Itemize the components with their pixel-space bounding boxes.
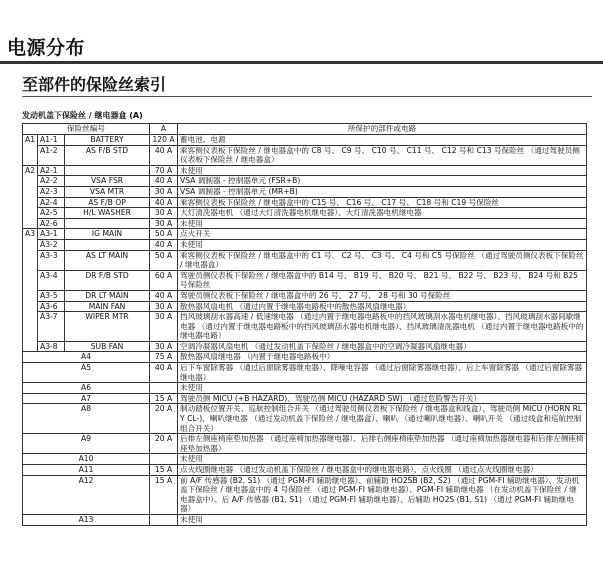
header-circuit: 所保护的部件或电路 [178,124,587,135]
fuse-amperage: 70 A [150,165,178,176]
table-row [23,434,587,454]
fuse-number: A3-4 [38,270,65,290]
fuse-name: SUB FAN [65,341,150,352]
fuse-amperage: 30 A [150,312,178,342]
fuse-amperage: 30 A [150,341,178,352]
table-row [23,352,587,363]
fuse-number: A3-7 [38,312,65,342]
fuse-number: A8 [23,404,150,434]
fuse-number: A7 [23,393,150,404]
fuse-name [65,165,150,176]
fuse-number: A2-1 [38,165,65,176]
fuse-name: H/L WASHER [65,208,150,219]
fuse-number: A3-1 [38,229,65,240]
fuse-number: A3-2 [38,239,65,250]
fuse-number: A10 [23,454,150,465]
protected-circuit: 后排左侧座椅座垫加热器 （通过座椅加热器继电器）、后排右侧座椅座垫加热器 （通过座椅加热器继电器和后排左侧座椅座垫加热器） [178,434,587,454]
fuse-name: AS LT MAIN [65,250,150,270]
fuse-group-id: A2 [23,165,38,229]
protected-circuit: 未使用 [178,239,587,250]
fuse-name: DR LT MAIN [65,290,150,301]
protected-circuit: 未使用 [178,218,587,229]
table-row [23,239,587,250]
protected-circuit: 未使用 [178,165,587,176]
protected-circuit: 未使用 [178,454,587,465]
fuse-number: A5 [23,363,150,383]
fuse-name: AS F/B OP [65,197,150,208]
fuse-amperage: 50 A [150,250,178,270]
fuse-name: IG MAIN [65,229,150,240]
fuse-number: A3-6 [38,301,65,312]
fuse-number: A1-1 [38,135,65,146]
table-row [23,270,587,290]
fuse-number: A2-6 [38,218,65,229]
table-row [23,208,587,219]
fuse-name [65,239,150,250]
title-rule [0,61,603,64]
fuse-number: A4 [23,352,150,363]
fuse-name: BATTERY [65,135,150,146]
fuse-amperage: 50 A [150,229,178,240]
header-fuse-no: 保险丝编号 [23,124,150,135]
protected-circuit: VSA 调制器 - 控制器单元 (FSR+B) [178,176,587,187]
fuse-number: A2-4 [38,197,65,208]
protected-circuit: 散热器风扇继电器 （内置于继电器电路板中） [178,352,587,363]
protected-circuit: 挡风玻璃刮水器高速 / 低速继电器 （通过内置于继电器电路板中的挡风玻璃刮水器电机继电器）、挡风玻璃刮水器间歇继电器 （通过内置于继电器电路板中的挡风玻璃刮水器电机继电器）、挡风玻璃清洗器电机 （通过内置于继电器电路板中的继电器电路） [178,312,587,342]
fuse-name: WIPER MTR [65,312,150,342]
fuse-amperage: 120 A [150,135,178,146]
protected-circuit: 散热器风扇电机 （通过内置于继电器电路板中的散热器风扇继电器） [178,301,587,312]
table-row [23,135,587,146]
fuse-name: MAIN FAN [65,301,150,312]
fuse-number: A3-8 [38,341,65,352]
table-row [23,176,587,187]
fuse-number: A3-5 [38,290,65,301]
fuse-number: A13 [23,515,150,526]
table-row [23,312,587,342]
fuse-name [65,218,150,229]
table-row [23,145,587,165]
table-row [23,515,587,526]
fuse-amperage: 40 A [150,239,178,250]
table-row [23,404,587,434]
protected-circuit: 乘客侧仪表板下保险丝 / 继电器盒中的 C1 号、 C2 号、 C3 号、 C4 号和 C5 号保险丝 （通过驾驶员侧仪表板下保险丝 / 继电器盒） [178,250,587,270]
fuse-amperage: 30 A [150,208,178,219]
fuse-amperage: 60 A [150,270,178,290]
fuse-amperage: 40 A [150,290,178,301]
table-row [23,229,587,240]
protected-circuit: 未使用 [178,515,587,526]
fuse-number: A11 [23,465,150,476]
table-row [23,341,587,352]
section-title: 至部件的保险丝索引 [22,75,167,94]
table-row [23,186,587,197]
protected-circuit: 驾驶员侧仪表板下保险丝 / 继电器盒中的 26 号、 27 号、 28 号和 30 号保险丝 [178,290,587,301]
fuse-amperage: 15 A [150,393,178,404]
fuse-name: VSA MTR [65,186,150,197]
fuse-amperage: 40 A [150,197,178,208]
fuse-amperage [150,454,178,465]
fuse-amperage [150,383,178,394]
fuse-number: A6 [23,383,150,394]
fuse-number: A2-2 [38,176,65,187]
protected-circuit: 乘客侧仪表板下保险丝 / 继电器盒中的 C8 号、 C9 号、 C10 号、 C11 号、 C12 号和 C13 号保险丝 （通过驾驶员侧仪表板下保险丝 / 继电器盒） [178,145,587,165]
table-row [23,363,587,383]
table-row [23,465,587,476]
protected-circuit: 未使用 [178,383,587,394]
fuse-table-body [23,135,587,526]
protected-circuit: 制动踏板位置开关、巡航控制组合开关 （通过驾驶员侧仪表板下保险丝 / 继电器盒和线盒）、驾驶员侧 MICU (HORN RLY CL-)、喇叭继电器 （通过发动机盖下保险丝 / 继电器盒）、喇叭 （通过喇叭继电器）、喇叭开关 （通过线盒和巡航控制组合开关） [178,404,587,434]
fuse-amperage: 75 A [150,352,178,363]
protected-circuit: VSA 调制器 - 控制器单元 (MR+B) [178,186,587,197]
table-row [23,250,587,270]
fuse-amperage: 40 A [150,176,178,187]
fuse-table [22,123,587,526]
fuse-amperage: 15 A [150,465,178,476]
protected-circuit: 点火开关 [178,229,587,240]
protected-circuit: 点火线圈继电器 （通过发动机盖下保险丝 / 继电器盒中的继电器电路）、点火线圈 （通过点火线圈继电器） [178,465,587,476]
fuse-amperage: 30 A [150,301,178,312]
header-amp: A [150,124,178,135]
fuse-amperage: 30 A [150,218,178,229]
fuse-number: A2-5 [38,208,65,219]
fuse-amperage: 15 A [150,475,178,514]
protected-circuit: 乘客侧仪表板下保险丝 / 继电器盒中的 C15 号、 C16 号、 C17 号、 C18 号和 C19 号保险丝 [178,197,587,208]
fuse-name: VSA FSR [65,176,150,187]
fuse-amperage: 20 A [150,404,178,434]
table-row [23,197,587,208]
fuse-amperage: 30 A [150,186,178,197]
table-title: 发动机盖下保险丝 / 继电器盒 (A) [22,111,143,120]
protected-circuit: 空调冷凝器风扇电机 （通过发动机盖下保险丝 / 继电器盒中的空调冷凝器风扇继电器） [178,341,587,352]
fuse-name: AS F/B STD [65,145,150,165]
fuse-group-id: A3 [23,229,38,352]
fuse-amperage: 40 A [150,363,178,383]
fuse-number: A2-3 [38,186,65,197]
page-title: 电源分布 [7,37,86,59]
table-row [23,454,587,465]
protected-circuit: 大灯清洗器电机 （通过大灯清洗器电机继电器）、大灯清洗器电机继电器 [178,208,587,219]
fuse-number: A9 [23,434,150,454]
fuse-number: A12 [23,475,150,514]
protected-circuit: 后下车窗除雾器 （通过后窗除雾器继电器）、降噪电容器 （通过后窗除雾器继电器）、后上车窗除雾器 （通过后窗除雾器继电器） [178,363,587,383]
table-header-row [23,124,587,135]
table-row [23,301,587,312]
fuse-amperage: 40 A [150,145,178,165]
fuse-amperage: 20 A [150,434,178,454]
protected-circuit: 前 A/F 传感器 (B2, S1) （通过 PGM-FI 辅助继电器）、前辅助 HO2SB (B2, S2) （通过 PGM-FI 辅助继电器）、发动机盖下保险丝 / 继电器盒中的 4 号保险丝 （通过 PGM-FI 辅助继电器）、PGM-FI 辅助继电器 （在发动机盖下保险丝 / 继电器盒中）、后 A/F 传感器 (B1, S1) （通过 PGM-FI 辅助继电器）、后辅助 HO2S (B1, S1) （通过 PGM-FI 辅助继电器） [178,475,587,514]
table-row [23,475,587,514]
protected-circuit: 驾驶员侧 MICU (+B HAZARD)、驾驶员侧 MICU (HAZARD SW) （通过危险警告开关） [178,393,587,404]
fuse-number: A3-3 [38,250,65,270]
table-row [23,383,587,394]
section-rule [22,96,592,97]
table-row [23,290,587,301]
table-row [23,393,587,404]
table-row [23,218,587,229]
fuse-amperage [150,515,178,526]
table-row [23,165,587,176]
protected-circuit: 蓄电池、电源 [178,135,587,146]
fuse-name: DR F/B STD [65,270,150,290]
protected-circuit: 驾驶员侧仪表板下保险丝 / 继电器盒中的 B14 号、 B19 号、 B20 号、 B21 号、 B22 号、 B23 号、 B24 号和 B25 号保险丝 [178,270,587,290]
fuse-number: A1-2 [38,145,65,165]
fuse-group-id: A1 [23,135,38,166]
